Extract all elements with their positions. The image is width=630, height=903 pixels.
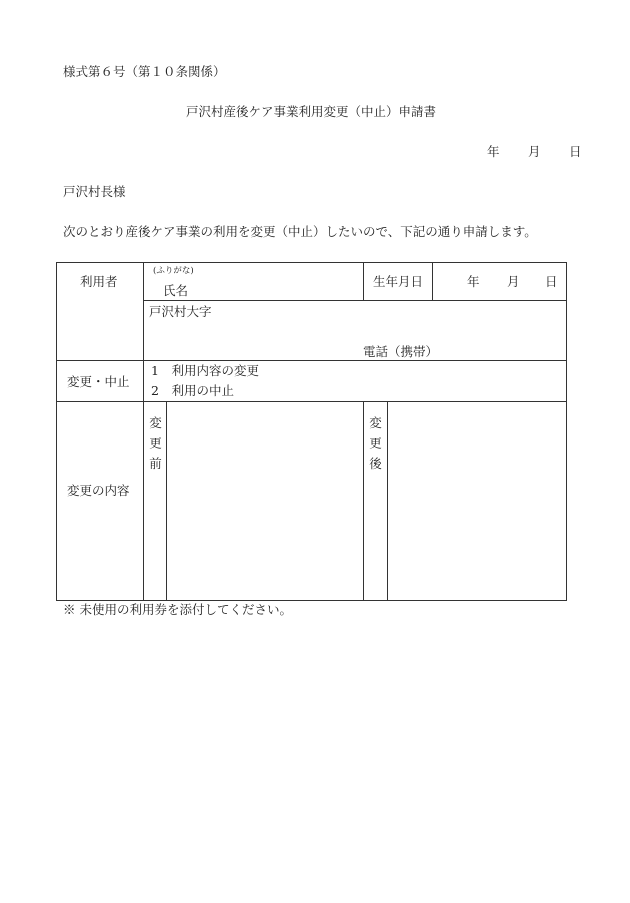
row-rule-name (143, 300, 567, 301)
name-label: 氏名 (163, 283, 189, 298)
before-label: 変更前 (147, 416, 163, 478)
address-prefix: 戸沢村大字 (149, 304, 212, 319)
change-content-label: 変更の内容 (67, 483, 130, 498)
application-table (56, 262, 567, 601)
row-rule-user (56, 360, 567, 361)
intro-statement: 次のとおり産後ケア事業の利用を変更（中止）したいので、下記の通り申請します。 (63, 224, 537, 239)
form-number: 様式第６号（第１０条関係） (63, 64, 226, 79)
table-border-bottom (56, 600, 567, 601)
before-after-rule (363, 401, 364, 601)
document-title: 戸沢村産後ケア事業利用変更（中止）申請書 (186, 104, 437, 119)
phone-label: 電話（携帯） (363, 344, 439, 359)
birthdate-rule-left (363, 262, 364, 300)
option-cancel: 2 利用の中止 (151, 383, 234, 398)
date-day-label: 日 (569, 144, 582, 159)
label-column-rule (143, 262, 144, 601)
birth-year-label: 年 (467, 274, 480, 289)
change-cancel-label: 変更・中止 (67, 374, 130, 389)
user-label: 利用者 (80, 274, 118, 289)
row-rule-change (56, 401, 567, 402)
birth-month-label: 月 (507, 274, 520, 289)
birthdate-label: 生年月日 (373, 274, 424, 289)
table-border-top (56, 262, 567, 263)
before-label-rule (166, 401, 167, 601)
option-change: 1 利用内容の変更 (151, 363, 259, 378)
furigana-label: (ふりがな) (153, 266, 194, 276)
table-border-right (566, 262, 567, 601)
after-label-rule (387, 401, 388, 601)
date-month-label: 月 (528, 144, 541, 159)
addressee: 戸沢村長様 (63, 184, 126, 199)
birth-day-label: 日 (545, 274, 558, 289)
attachment-note: ※ 未使用の利用券を添付してください。 (63, 602, 292, 617)
table-border-left (56, 262, 57, 601)
birthdate-rule-right (432, 262, 433, 300)
date-year-label: 年 (487, 144, 500, 159)
after-label: 変更後 (367, 416, 383, 478)
